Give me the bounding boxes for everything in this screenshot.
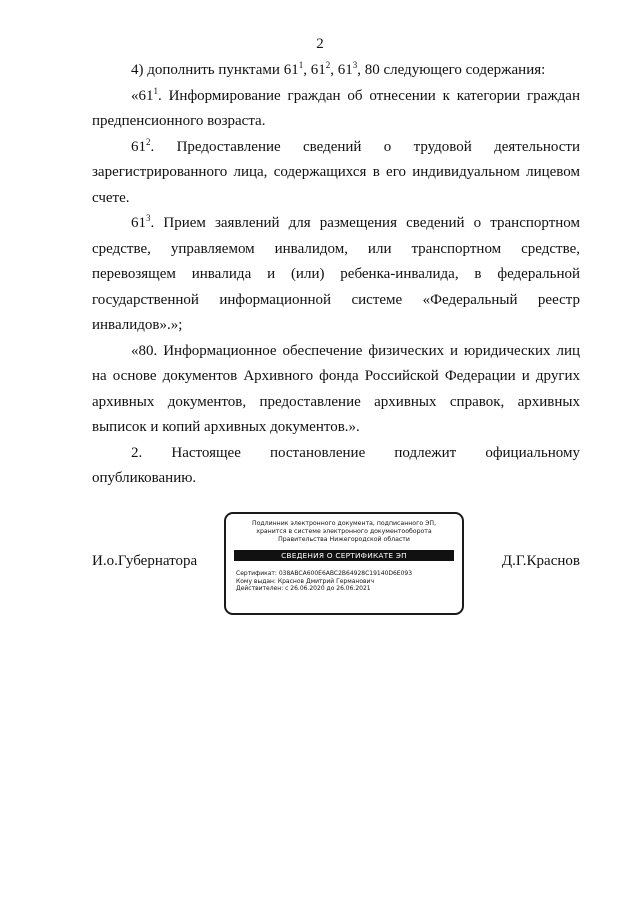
superscript: 3 [146, 213, 151, 223]
text-segment: зарегистрированного лица, содержащихся в его индивидуальном лицевом счете. [92, 164, 580, 206]
paragraph-item-4 [92, 58, 580, 84]
word: Настоящее [171, 444, 241, 461]
paragraph-item-61-2-continued [92, 160, 580, 211]
paragraph-item-2-continued: опубликованию. [92, 470, 197, 486]
text-segment: . Предоставление сведений о трудовой деятельности [150, 138, 580, 155]
stamp-issued-to: Кому выдан: Краснов Дмитрий Германович [236, 577, 375, 585]
text-segment: 61 [131, 138, 146, 155]
text-segment: , 61 [330, 62, 353, 78]
paragraph-item-61-2 [92, 135, 580, 161]
text-segment: 61 [131, 215, 146, 231]
signer-name: Д.Г.Краснов [501, 553, 580, 569]
paragraph-item-61-1 [92, 84, 580, 135]
superscript: 1 [153, 85, 158, 96]
stamp-certificate-banner: СВЕДЕНИЯ О СЕРТИФИКАТЕ ЭП [234, 550, 454, 561]
stamp-certificate-details [236, 570, 462, 593]
text-segment: . Информирование граждан об отнесении к категории граждан предпенсионного возраста. [92, 87, 580, 129]
superscript: 3 [352, 60, 358, 70]
text-segment: «61 [131, 87, 154, 104]
superscript: 1 [298, 60, 304, 70]
page-number: 2 [316, 36, 324, 52]
text-segment: , 61 [303, 62, 326, 78]
text-segment: 4) дополнить пунктами 61 [131, 62, 299, 78]
electronic-signature-stamp [224, 512, 464, 615]
word: официальному [485, 444, 580, 461]
stamp-header-line: Подлинник электронного документа, подписанного ЭП, [251, 520, 437, 527]
stamp-header-line: Правительства Нижегородской области [278, 536, 410, 543]
stamp-header [226, 520, 462, 544]
document-body [92, 58, 580, 492]
stamp-validity: Действителен: с 26.06.2020 до 26.06.2021 [236, 585, 371, 593]
word: подлежит [394, 444, 457, 461]
superscript: 2 [146, 136, 151, 147]
text-segment: . Прием заявлений для размещения сведений о транспортном средстве, управляемом инвалидом, или транспортном средстве, перевозящем инвалида и (или) ребенка-инвалида, в федеральной государственной информационной системе «Федеральный реестр инвалидов».»; [92, 215, 580, 333]
superscript: 2 [325, 60, 331, 70]
word: постановление [270, 444, 366, 461]
paragraph-item-61-3 [92, 211, 580, 339]
word: 2. [131, 444, 143, 461]
text-segment: , 80 следующего содержания: [357, 62, 546, 78]
paragraph-item-2 [92, 441, 580, 467]
signer-position: И.о.Губернатора [92, 553, 198, 569]
stamp-certificate-number: Сертификат: 038ABCA600E6ABC2B64928C19140D6E093 [236, 570, 413, 577]
stamp-header-line: хранится в системе электронного документооборота [256, 528, 432, 535]
paragraph-item-80: «80. Информационное обеспечение физических и юридических лиц на основе документов Архивного фонда Российской Федерации и других архивных документов, предоставление архивных справок, архивных выписок и копий архивных документов.». [92, 342, 580, 435]
